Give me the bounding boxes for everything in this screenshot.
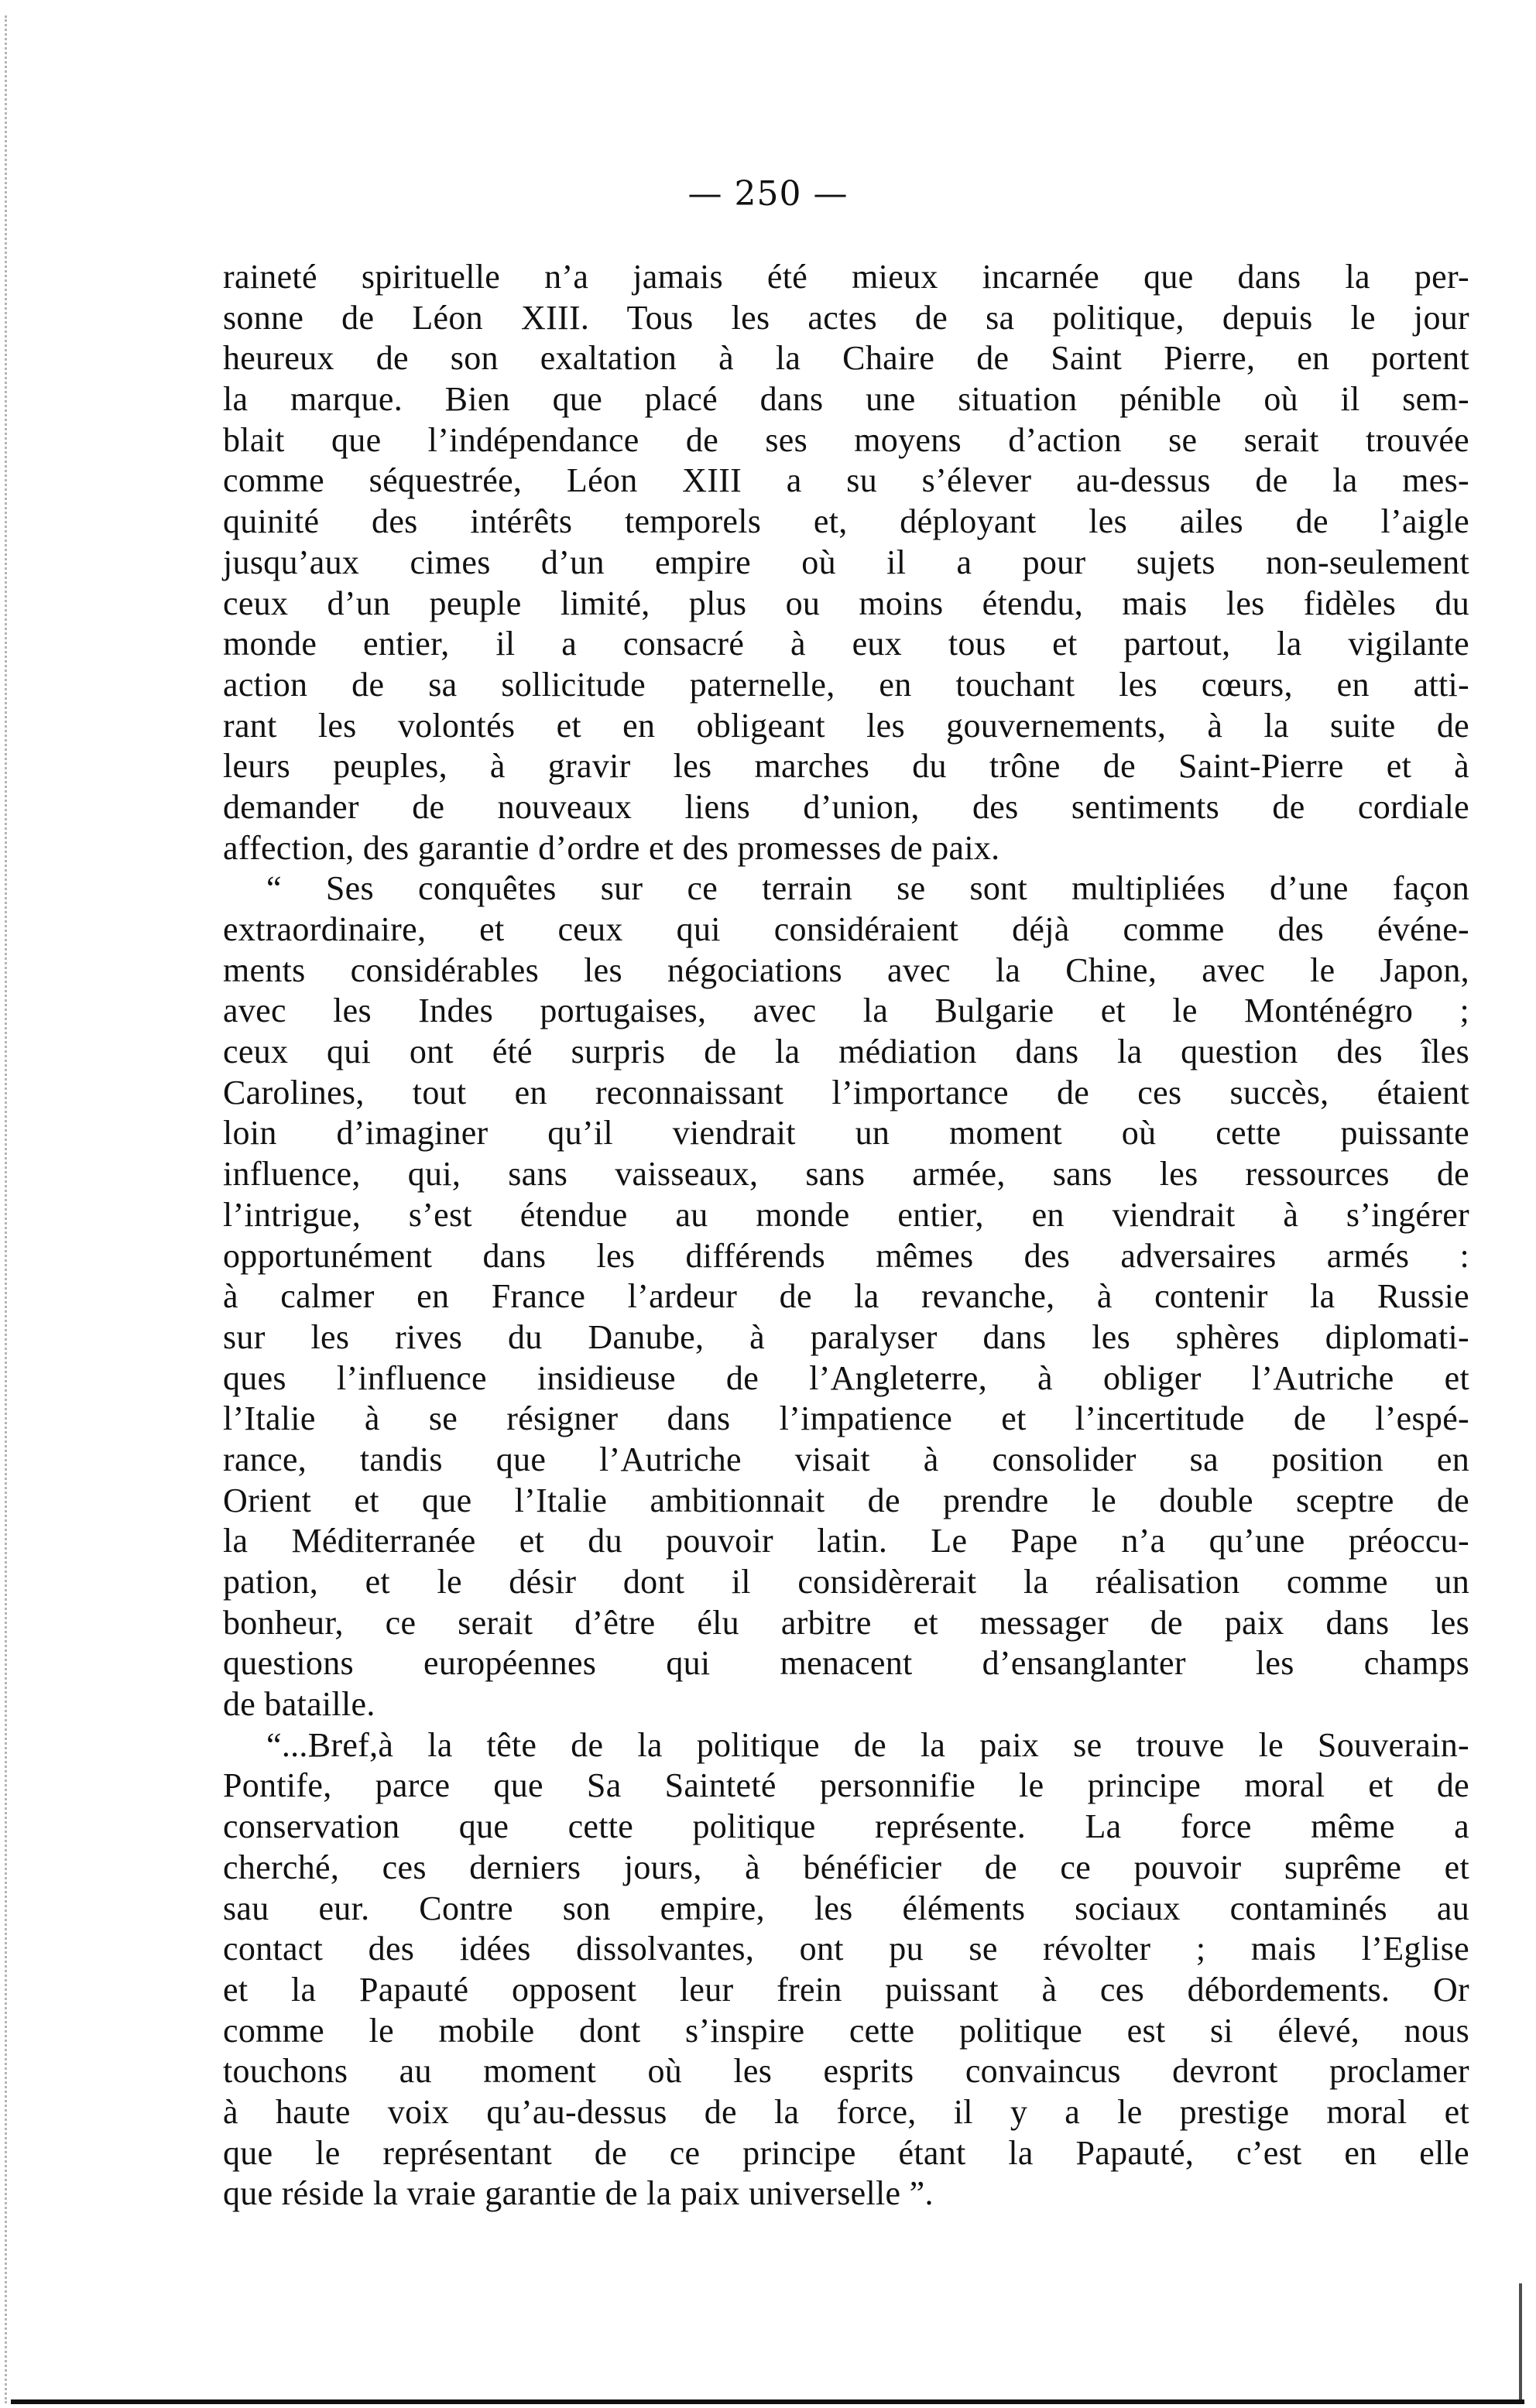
text-line: heureux de son exaltation à la Chaire de Saint Pierre, en portent — [223, 339, 1469, 378]
text-line: monde entier, il a consacré à eux tous et partout, la vigilante — [223, 625, 1469, 663]
text-line: contact des idées dissolvantes, ont pu se révolter ; mais l’Eglise — [223, 1930, 1469, 1968]
text-line: ceux qui ont été surpris de la médiation dans la question des îles — [223, 1033, 1469, 1071]
text-line: comme le mobile dont s’inspire cette politique est si élevé, nous — [223, 2011, 1469, 2050]
body-text — [223, 257, 1469, 2214]
right-page-edge — [1519, 2283, 1522, 2399]
text-line: et la Papauté opposent leur frein puissant à ces débordements. Or — [223, 1970, 1469, 2009]
text-line: extraordinaire, et ceux qui considéraient déjà comme des événe- — [223, 910, 1469, 948]
text-line: pation, et le désir dont il considèrerait la réalisation comme un — [223, 1563, 1469, 1601]
text-line: avec les Indes portugaises, avec la Bulgarie et le Monténégro ; — [223, 992, 1469, 1030]
text-line: sonne de Léon XIII. Tous les actes de sa politique, depuis le jour — [223, 298, 1469, 337]
text-line: conservation que cette politique représente. La force même a — [223, 1807, 1469, 1846]
text-line: rance, tandis que l’Autriche visait à consolider sa position en — [223, 1440, 1469, 1478]
text-line: action de sa sollicitude paternelle, en touchant les cœurs, en atti- — [223, 665, 1469, 704]
paragraph — [223, 1725, 1469, 2214]
text-line: “ Ses conquêtes sur ce terrain se sont multipliées d’une façon — [266, 869, 1469, 908]
text-line: “...Bref,à la tête de la politique de la paix se trouve le Souverain- — [266, 1725, 1469, 1764]
text-line: de bataille. — [223, 1685, 375, 1724]
text-line: que le représentant de ce principe étant la Papauté, c’est en elle — [223, 2133, 1469, 2172]
paragraph — [223, 868, 1469, 1725]
bottom-page-edge — [11, 2399, 1524, 2404]
left-page-edge — [5, 15, 9, 2403]
text-line: affection, des garantie d’ordre et des promesses de paix. — [223, 828, 1000, 867]
text-line: ceux d’un peuple limité, plus ou moins étendu, mais les fidèles du — [223, 584, 1469, 622]
text-line: questions européennes qui menacent d’ensanglanter les champs — [223, 1644, 1469, 1683]
text-line: touchons au moment où les esprits convaincus devront proclamer — [223, 2052, 1469, 2091]
text-line: la marque. Bien que placé dans une situation pénible où il sem- — [223, 380, 1469, 419]
text-line: sur les rives du Danube, à paralyser dans les sphères diplomati- — [223, 1317, 1469, 1356]
text-line: cherché, ces derniers jours, à bénéficier de ce pouvoir suprême et — [223, 1848, 1469, 1886]
text-line: leurs peuples, à gravir les marches du trône de Saint-Pierre et à — [223, 747, 1469, 786]
text-line: jusqu’aux cimes d’un empire où il a pour sujets non-seulement — [223, 543, 1469, 581]
text-line: à haute voix qu’au-dessus de la force, il y a le prestige moral et — [223, 2092, 1469, 2131]
text-line: ques l’influence insidieuse de l’Angleterre, à obliger l’Autriche et — [223, 1358, 1469, 1397]
paragraph — [223, 257, 1469, 868]
text-line: influence, qui, sans vaisseaux, sans armée, sans les ressources de — [223, 1155, 1469, 1194]
text-line: loin d’imaginer qu’il viendrait un moment où cette puissante — [223, 1114, 1469, 1153]
page-number: — 250 — — [687, 174, 849, 214]
text-line: ments considérables les négociations avec la Chine, avec le Japon, — [223, 951, 1469, 989]
text-line: comme séquestrée, Léon XIII a su s’élever au-dessus de la mes- — [223, 461, 1469, 500]
text-line: Orient et que l’Italie ambitionnait de prendre le double sceptre de — [223, 1481, 1469, 1519]
text-line: bonheur, ce serait d’être élu arbitre et messager de paix dans les — [223, 1603, 1469, 1642]
text-line: raineté spirituelle n’a jamais été mieux incarnée que dans la per- — [223, 258, 1469, 296]
text-line: rant les volontés et en obligeant les gouvernements, à la suite de — [223, 706, 1469, 745]
text-line: l’intrigue, s’est étendue au monde entier, en viendrait à s’ingérer — [223, 1195, 1469, 1234]
text-line: demander de nouveaux liens d’union, des sentiments de cordiale — [223, 787, 1469, 826]
text-line: opportunément dans les différends mêmes des adversaires armés : — [223, 1236, 1469, 1275]
text-line: blait que l’indépendance de ses moyens d’action se serait trouvée — [223, 420, 1469, 459]
text-line: la Méditerranée et du pouvoir latin. Le Pape n’a qu’une préoccu- — [223, 1522, 1469, 1560]
text-line: Pontife, parce que Sa Sainteté personnifie le principe moral et de — [223, 1766, 1469, 1805]
text-line: à calmer en France l’ardeur de la revanche, à contenir la Russie — [223, 1277, 1469, 1316]
text-line: quinité des intérêts temporels et, déployant les ailes de l’aigle — [223, 502, 1469, 541]
text-line: l’Italie à se résigner dans l’impatience et l’incertitude de l’espé- — [223, 1399, 1469, 1438]
text-line: que réside la vraie garantie de la paix universelle ”. — [223, 2174, 934, 2213]
text-line: sau eur. Contre son empire, les éléments sociaux contaminés au — [223, 1889, 1469, 1927]
text-line: Carolines, tout en reconnaissant l’importance de ces succès, étaient — [223, 1073, 1469, 1112]
